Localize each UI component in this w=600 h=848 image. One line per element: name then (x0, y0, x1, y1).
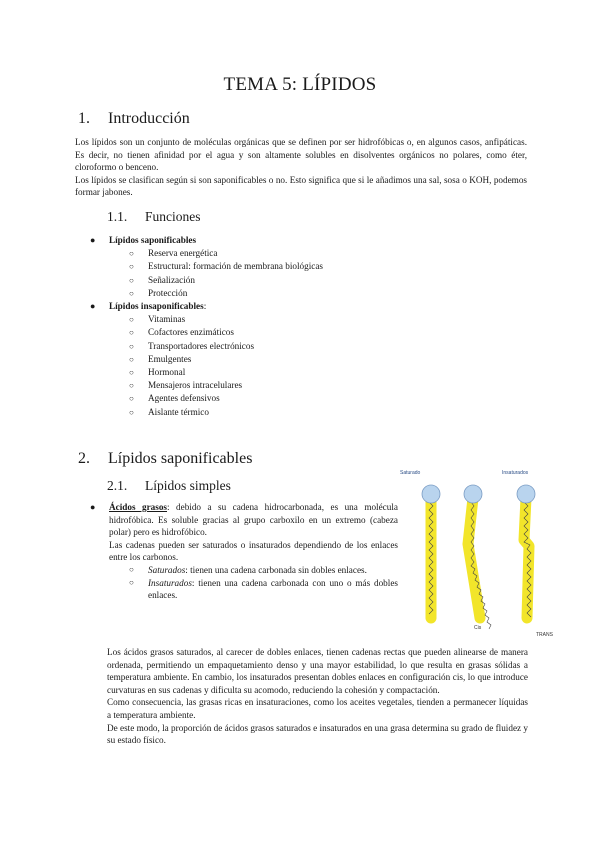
fatty-acids-paragraph: Ácidos grasos: debido a su cadena hidrocarbonada, es una molécula hidrofóbica. Es soluble gracias al grupo carboxilo en un extremo (cabeza polar) pero es hidrofóbico. (109, 502, 398, 538)
subsection-title: Funciones (145, 209, 201, 224)
functions-list (90, 234, 509, 419)
saturated-polar-head (422, 485, 440, 503)
figure-label-saturado: Saturado (400, 470, 421, 476)
chains-paragraph: Las cadenas pueden ser saturados o insaturados dependiendo de los enlaces entre los carbonos. (109, 539, 398, 563)
section-title: Lípidos saponificables (108, 450, 253, 467)
figure-label-cis: Cis (474, 625, 482, 631)
fatty-acid-figure (398, 468, 556, 640)
sublist-item: ○ Insaturados: tienen una cadena carbonada con uno o más dobles enlaces. (129, 577, 398, 601)
intro-text (75, 136, 527, 199)
bullet-icon: ● (90, 502, 96, 512)
intro-paragraph-2: Los lípidos se clasifican según si son saponificables o no. Esto significa que si le añadimos una sal, sosa o KOH, podemos formar jabones. (75, 174, 527, 198)
sublist-item: ○ Vitaminas (109, 313, 509, 326)
circle-bullet-icon: ○ (129, 328, 134, 338)
circle-bullet-icon: ○ (129, 354, 134, 364)
sublist-item: ○ Aislante térmico (109, 406, 509, 419)
sublist-item: ○ Emulgentes (109, 353, 509, 366)
closing-text (107, 646, 528, 747)
section-number: 2. (78, 450, 90, 467)
sublist-item: ○ Estructural: formación de membrana biológicas (109, 260, 509, 273)
section-title: Introducción (108, 110, 190, 127)
sublist-item: ○ Mensajeros intracelulares (109, 379, 509, 392)
subsection-number: 1.1. (107, 209, 128, 224)
figure-label-trans: TRANS (536, 632, 553, 638)
subsection-number: 2.1. (107, 478, 128, 493)
circle-bullet-icon: ○ (129, 275, 134, 285)
sublist-item: ○ Protección (109, 287, 509, 300)
list-item: ● Lípidos insaponificables: ○ Vitaminas ○ Cofactores enzimáticos ○ Transportadores electrónicos ○ Emulgentes ○ Hormonal ○ Mensajeros intracelulares ○ Agentes defensivos ○ Aislante térmico (109, 300, 509, 419)
circle-bullet-icon: ○ (129, 394, 134, 404)
circle-bullet-icon: ○ (129, 315, 134, 325)
circle-bullet-icon: ○ (129, 249, 134, 259)
circle-bullet-icon: ○ (129, 262, 134, 272)
circle-bullet-icon: ○ (129, 407, 134, 417)
sublist-item: ○ Transportadores electrónicos (109, 340, 509, 353)
cis-polar-head (464, 485, 482, 503)
figure-label-insaturados: Insaturados (502, 470, 529, 476)
sublist (109, 247, 509, 300)
circle-bullet-icon: ○ (129, 368, 134, 378)
bullet-icon: ● (90, 235, 96, 245)
sublist-item: ○ Agentes defensivos (109, 392, 509, 405)
list-label: Lípidos saponificables (109, 235, 197, 245)
circle-bullet-icon: ○ (129, 577, 134, 587)
sublist-item: ○ Hormonal (109, 366, 509, 379)
sublist (109, 313, 509, 419)
circle-bullet-icon: ○ (129, 288, 134, 298)
bullet-icon: ● (90, 301, 96, 312)
subsection-title: Lípidos simples (145, 478, 231, 493)
closing-paragraph-3: De este modo, la proporción de ácidos grasos saturados e insaturados en una grasa determina su grado de fluidez y su estado físico. (107, 722, 528, 746)
subsection-1-1-heading (107, 209, 201, 225)
sublist-item: ○ Reserva energética (109, 247, 509, 260)
circle-bullet-icon: ○ (129, 341, 134, 351)
closing-paragraph-2: Como consecuencia, las grasas ricas en insaturaciones, como los aceites vegetales, tienden a permanecer líquidas a temperatura ambiente. (107, 697, 528, 720)
subsection-2-1-heading (107, 478, 231, 494)
sublist-item: ○ Señalización (109, 274, 509, 287)
page-title: TEMA 5: LÍPIDOS (223, 74, 377, 95)
circle-bullet-icon: ○ (129, 564, 134, 574)
list-label: Lípidos insaponificables (109, 301, 204, 312)
sublist-item: ○ Cofactores enzimáticos (109, 326, 509, 339)
trans-polar-head (517, 485, 535, 503)
cis-chain (468, 498, 480, 618)
section-2-heading (78, 450, 252, 468)
section-1-heading (78, 110, 190, 128)
chain-types-list (109, 564, 398, 602)
intro-paragraph-1: Los lípidos son un conjunto de moléculas orgánicas que se definen por ser hidrofóbicas o, en algunos casos, anfipáticas. Es decir, no tienen afinidad por el agua y son altamente solubles en disolventes orgánicos no polares, como éter, cloroformo o benceno. (75, 137, 527, 173)
fatty-acids-block (90, 501, 398, 602)
closing-paragraph-1: Los ácidos grasos saturados, al carecer de dobles enlaces, tienen cadenas rectas que pueden alinearse de manera ordenada, permitiendo un empaquetamiento denso y una mayor estabilidad, lo que resulta en grasas sólidas a temperatura ambiente. En cambio, los insaturados presentan dobles enlaces en configuración cis, lo que introduce curvaturas en sus cadenas y dificulta su acomodo, reduciendo la cohesión y compactación. (107, 647, 528, 695)
list-item (90, 234, 509, 300)
sublist-item: ○ Saturados: tienen una cadena carbonada sin dobles enlaces. (129, 564, 367, 575)
section-number: 1. (78, 110, 90, 127)
circle-bullet-icon: ○ (129, 381, 134, 391)
